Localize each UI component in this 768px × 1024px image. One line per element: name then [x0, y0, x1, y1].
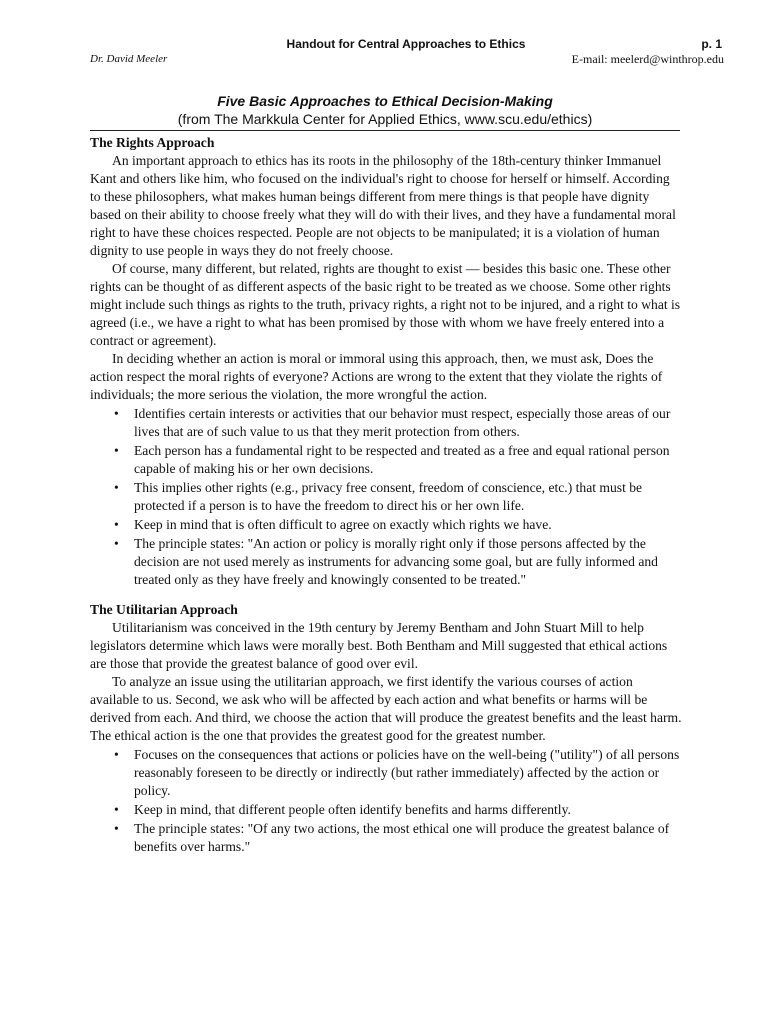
- bullet-list: [90, 746, 682, 856]
- bullet-icon: •: [114, 480, 119, 495]
- list-item: [90, 442, 682, 478]
- list-item-text: The principle states: "An action or policy is morally right only if those persons affected by the decision are not used merely as instruments for advancing some goal, but are fully informed and treated only as they have freely and knowingly consented to be treated.": [134, 536, 658, 587]
- section-title: The Utilitarian Approach: [90, 602, 238, 617]
- section-utilitarian-approach: [90, 601, 682, 856]
- page-number: p. 1: [701, 37, 722, 51]
- list-item: [90, 479, 682, 515]
- section-rights-approach: [90, 134, 682, 589]
- list-item-text: This implies other rights (e.g., privacy free consent, freedom of conscience, etc.) that must be protected if a person is to have the freedom to direct his or her own life.: [134, 480, 643, 513]
- list-item-text: Each person has a fundamental right to be respected and treated as a free and equal rational person capable of making his or her own decisions.: [134, 443, 670, 476]
- paragraph: In deciding whether an action is moral or immoral using this approach, then, we must ask, Does the action respect the moral rights of everyone? Actions are wrong to the extent that they violate the rights of individuals; the more serious the violation, the more wrongful the action.: [90, 351, 663, 402]
- paragraph: To analyze an issue using the utilitarian approach, we first identify the various courses of action available to us. Second, we ask who will be affected by each action and what benefits or harms will be derived from each. And third, we choose the action that will produce the greatest benefits and the least harm. The ethical action is the one that provides the greatest good for the greatest number.: [90, 674, 682, 743]
- list-item: [90, 801, 682, 819]
- bullet-list: [90, 405, 682, 589]
- header-title: Handout for Central Approaches to Ethics: [286, 37, 526, 51]
- bullet-icon: •: [114, 517, 119, 532]
- document-title: Five Basic Approaches to Ethical Decision-Making: [217, 93, 553, 109]
- document-body: [90, 134, 682, 857]
- paragraph: An important approach to ethics has its roots in the philosophy of the 18th-century thinker Immanuel Kant and others like him, who focused on the individual's right to choose for herself or himself. According to these philosophers, what makes human beings different from mere things is that people have dignity based on their ability to choose freely what they will do with their lives, and they have a fundamental moral right to have these choices respected. People are not objects to be manipulated; it is a violation of human dignity to use people in ways they do not freely choose.: [90, 153, 676, 258]
- paragraph: Of course, many different, but related, rights are thought to exist — besides this basic one. These other rights can be thought of as different aspects of the basic right to be treated as we choose. Some other rights might include such things as rights to the truth, privacy rights, a right not to be injured, and a right to what is agreed (i.e., we have a right to what has been promised by those with whom we have freely entered into a contract or agreement).: [90, 261, 681, 348]
- list-item: [90, 516, 682, 534]
- bullet-icon: •: [114, 406, 119, 421]
- bullet-icon: •: [114, 747, 119, 762]
- title-divider: [90, 130, 680, 131]
- list-item: [90, 746, 682, 800]
- bullet-icon: •: [114, 443, 119, 458]
- bullet-icon: •: [114, 536, 119, 551]
- list-item: [90, 535, 682, 589]
- list-item: [90, 820, 682, 856]
- list-item-text: Keep in mind, that different people often identify benefits and harms differently.: [134, 802, 571, 817]
- list-item-text: Keep in mind that is often difficult to agree on exactly which rights we have.: [134, 517, 552, 532]
- document-subtitle: (from The Markkula Center for Applied Ethics, www.scu.edu/ethics): [177, 111, 593, 127]
- author-name: Dr. David Meeler: [90, 53, 168, 65]
- author-email: E-mail: meelerd@winthrop.edu: [571, 52, 724, 66]
- list-item-text: The principle states: "Of any two actions, the most ethical one will produce the greatest balance of benefits over harms.": [134, 821, 670, 854]
- paragraph: Utilitarianism was conceived in the 19th century by Jeremy Bentham and John Stuart Mill to help legislators determine which laws were morally best. Both Bentham and Mill suggested that ethical actions are those that provide the greatest balance of good over evil.: [90, 620, 668, 671]
- list-item-text: Identifies certain interests or activities that our behavior must respect, especially those areas of our lives that are of such value to us that they merit protection from others.: [134, 406, 671, 439]
- list-item: [90, 405, 682, 441]
- bullet-icon: •: [114, 821, 119, 836]
- list-item-text: Focuses on the consequences that actions or policies have on the well-being ("utility") of all persons reasonably foreseen to be directly or indirectly (but rather immediately) affected by the action or policy.: [134, 747, 680, 798]
- section-title: The Rights Approach: [90, 135, 215, 150]
- bullet-icon: •: [114, 802, 119, 817]
